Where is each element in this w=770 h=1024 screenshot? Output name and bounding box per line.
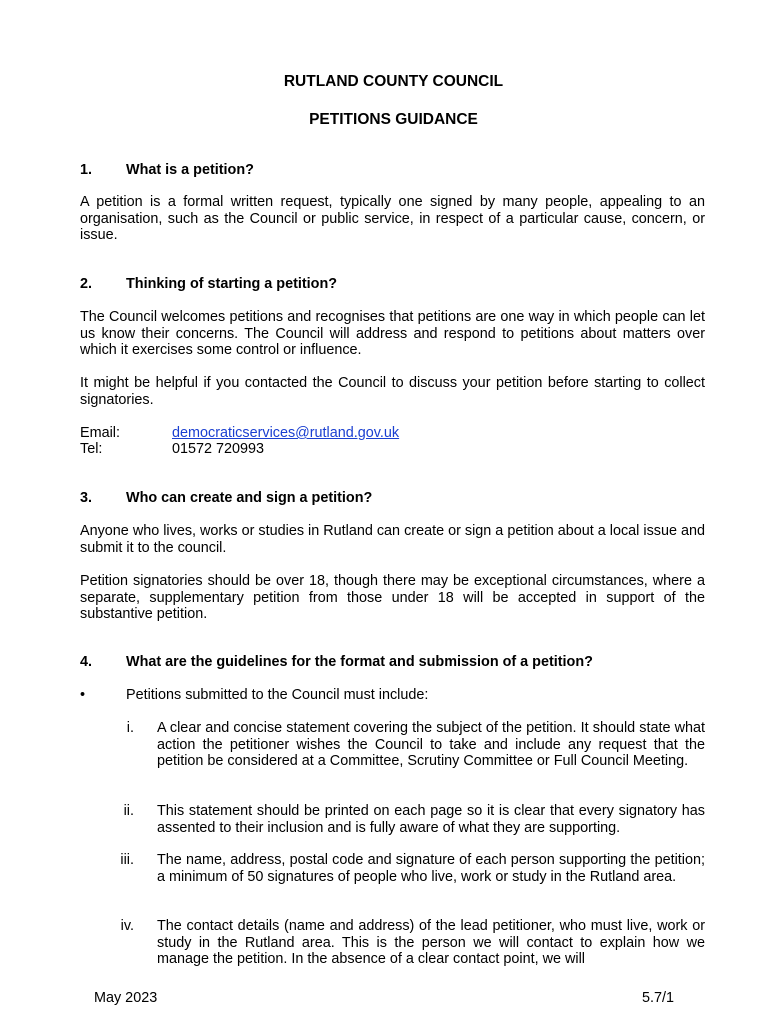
list-numeral: ii. [123,803,134,819]
footer-date: May 2023 [94,990,158,1006]
list-numeral: iv. [120,918,134,934]
email-label: Email: [80,425,120,441]
list-item-text: This statement should be printed on each page so it is clear that every signatory has assented to their inclusion and is fully aware of what they are supporting. [157,803,705,836]
section-number: 3. [80,490,93,506]
tel-value: 01572 720993 [172,441,265,457]
section-number: 4. [80,654,93,670]
list-numeral: i. [126,720,134,736]
section-title: What are the guidelines for the format and submission of a petition? [126,654,593,670]
section-3-paragraph-1: Anyone who lives, works or studies in Rutland can create or sign a petition about a local issue and submit it to the council. [80,523,705,556]
section-3-paragraph-2: Petition signatories should be over 18, though there may be exceptional circumstances, where a separate, supplementary petition from those under 18 will be accepted in support of the substantive petition. [80,573,705,622]
section-title: Who can create and sign a petition? [126,490,373,506]
section-title: What is a petition? [126,162,254,178]
section-title: Thinking of starting a petition? [126,276,338,292]
bullet-icon: • [80,687,86,703]
section-number: 2. [80,276,93,292]
list-item-text: The name, address, postal code and signature of each person supporting the petition; a minimum of 50 signatures of people who live, work or study in the Rutland area. [157,852,705,885]
tel-label: Tel: [80,441,103,457]
bullet-text: Petitions submitted to the Council must include: [126,687,429,703]
section-2-paragraph-1: The Council welcomes petitions and recognises that petitions are one way in which people can let us know their concerns. The Council will address and respond to petitions about matters over which it exercises some control or influence. [80,309,705,358]
section-2-paragraph-2: It might be helpful if you contacted the Council to discuss your petition before starting to collect signatories. [80,375,705,408]
email-link[interactable]: democraticservices@rutland.gov.uk [172,425,400,441]
page-title: PETITIONS GUIDANCE [309,111,478,128]
footer-reference: 5.7/1 [642,990,675,1006]
section-1-paragraph-1: A petition is a formal written request, typically one signed by many people, appealing to an organisation, such as the Council or public service, in respect of a particular cause, concern, or issue. [80,194,705,243]
list-item-text: The contact details (name and address) of the lead petitioner, who must live, work or study in the Rutland area. This is the person we will contact to explain how we manage the petition. In the absence of a clear contact point, we will [157,918,705,967]
section-number: 1. [80,162,93,178]
list-item-text: A clear and concise statement covering the subject of the petition. It should state what action the petitioner wishes the Council to take and include any request that the petition be considered at a Committee, Scrutiny Committee or Full Council Meeting. [157,720,705,769]
org-title: RUTLAND COUNTY COUNCIL [283,73,504,90]
list-numeral: iii. [120,852,134,868]
